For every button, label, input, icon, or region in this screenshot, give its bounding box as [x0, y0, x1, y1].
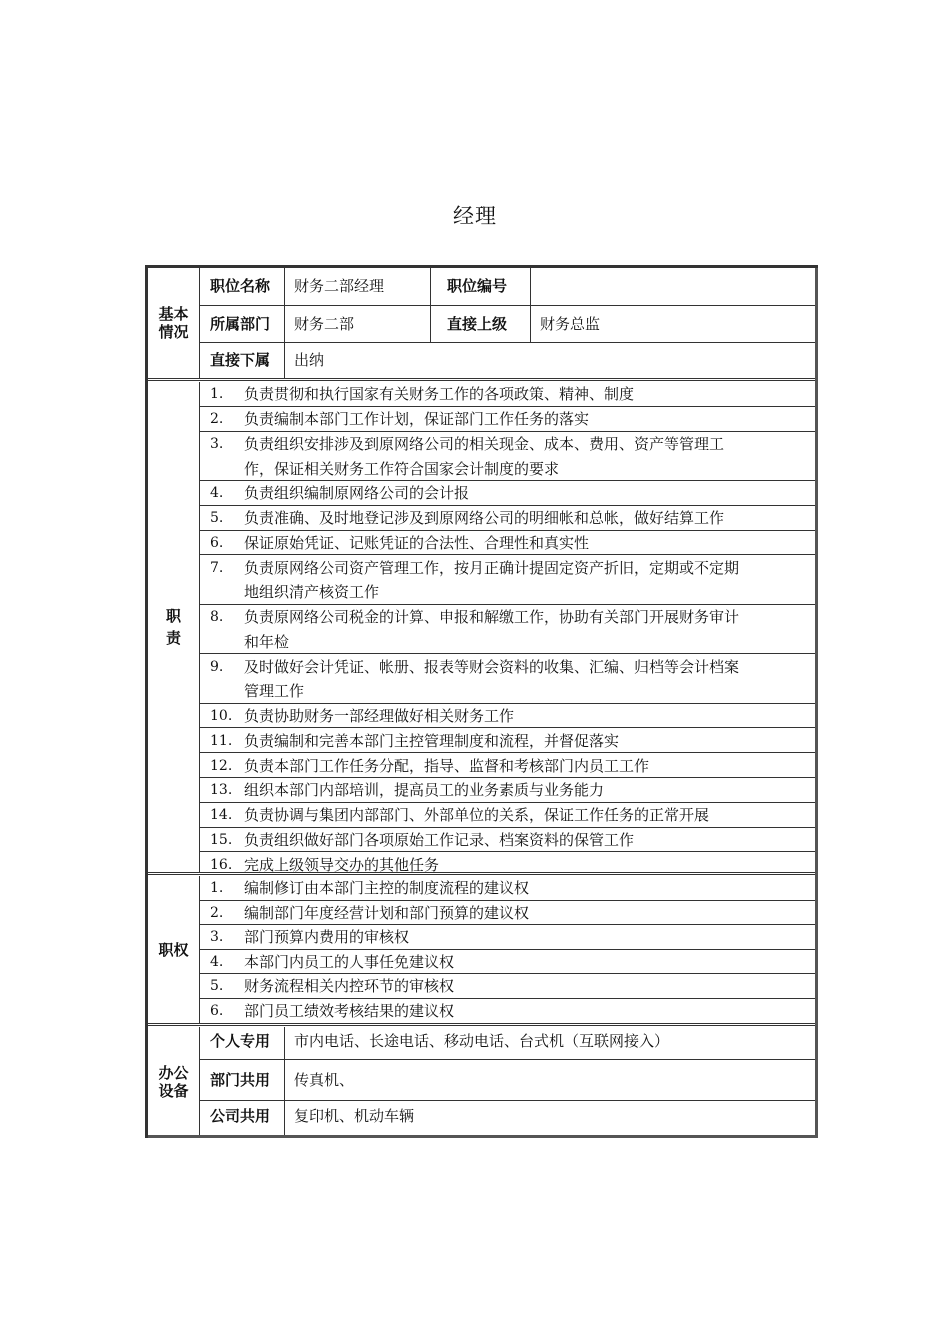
- duty-item-number: 2.: [210, 411, 224, 428]
- divider: [284, 268, 285, 305]
- duty-item-text: 负责贯彻和执行国家有关财务工作的各项政策、精神、制度: [244, 385, 635, 404]
- authority-item-number: 5.: [210, 978, 224, 995]
- basic-info-label-text: 基本 情况: [158, 305, 189, 341]
- duty-item-number: 14.: [210, 807, 233, 824]
- duty-item-text: 作，保证相关财务工作符合国家会计制度的要求: [244, 459, 560, 478]
- authority-item: [200, 876, 816, 901]
- duty-item: [200, 432, 816, 481]
- duty-item-text: 负责原网络公司税金的计算、申报和解缴工作，协助有关部门开展财务审计: [244, 608, 740, 627]
- authority-item-number: 4.: [210, 953, 224, 970]
- duty-item: [200, 778, 816, 803]
- section-divider: [148, 872, 816, 875]
- equipment-label: [148, 1027, 200, 1136]
- basic-row-2: [200, 306, 816, 343]
- duty-item-text: 负责编制本部门工作计划，保证部门工作任务的落实: [244, 410, 590, 429]
- duty-item: [200, 531, 816, 556]
- duty-item-number: 9.: [210, 658, 224, 675]
- divider: [430, 306, 431, 342]
- divider: [284, 1101, 285, 1136]
- duty-item: [200, 728, 816, 753]
- authority-item-text: 编制修订由本部门主控的制度流程的建议权: [244, 879, 530, 898]
- duty-item-number: 3.: [210, 435, 224, 452]
- section-divider: [148, 378, 816, 381]
- equipment-row-personal: [200, 1027, 816, 1060]
- authority-section: [148, 876, 816, 1023]
- duty-item: [200, 506, 816, 531]
- divider: [430, 268, 431, 305]
- duty-item-number: 8.: [210, 609, 224, 626]
- duty-item: [200, 382, 816, 407]
- duty-item: [200, 407, 816, 432]
- authority-item: [200, 925, 816, 950]
- equipment-department-value: 传真机、: [294, 1071, 355, 1089]
- duty-item: [200, 605, 816, 654]
- authority-item-number: 3.: [210, 929, 224, 946]
- superior-label: 直接上级: [447, 315, 508, 333]
- duties-label-text: 职 责: [165, 607, 181, 647]
- duty-item-text: 及时做好会计凭证、帐册、报表等财会资料的收集、汇编、归档等会计档案: [244, 657, 740, 676]
- duty-item-number: 11.: [210, 732, 233, 749]
- table-shadow-bottom: [148, 1135, 818, 1138]
- authority-item-text: 本部门内员工的人事任免建议权: [244, 952, 455, 971]
- duty-item-text: 负责组织安排涉及到原网络公司的相关现金、成本、费用、资产等管理工: [244, 434, 725, 453]
- basic-info-label: [148, 268, 200, 378]
- duty-item-number: 10.: [210, 707, 233, 724]
- page-title: 经理: [453, 204, 497, 228]
- authority-item-text: 部门预算内费用的审核权: [244, 928, 410, 947]
- authority-item-text: 财务流程相关内控环节的审核权: [244, 977, 455, 996]
- authority-item: [200, 901, 816, 926]
- duty-item-text: 组织本部门内部培训，提高员工的业务素质与业务能力: [244, 781, 605, 800]
- job-description-table: [145, 265, 818, 1138]
- subordinate-value: 出纳: [294, 351, 325, 369]
- duty-item-text: 负责协调与集团内部部门、外部单位的关系，保证工作任务的正常开展: [244, 806, 710, 825]
- position-code-label: 职位编号: [447, 277, 508, 295]
- duty-item-number: 4.: [210, 485, 224, 502]
- authority-item-number: 6.: [210, 1002, 224, 1019]
- duty-item-text: 管理工作: [244, 682, 305, 701]
- divider: [284, 306, 285, 342]
- duty-item-number: 12.: [210, 757, 233, 774]
- duties-section: [148, 382, 816, 872]
- equipment-company-value: 复印机、机动车辆: [294, 1107, 415, 1125]
- duties-label: [148, 382, 200, 872]
- subordinate-label: 直接下属: [210, 351, 271, 369]
- basic-row-1: [200, 268, 816, 306]
- duty-item-text: 负责组织做好部门各项原始工作记录、档案资料的保管工作: [244, 830, 635, 849]
- duty-item: [200, 803, 816, 828]
- table-shadow-right: [815, 268, 818, 1138]
- duty-item: [200, 704, 816, 729]
- authority-item: [200, 974, 816, 999]
- duty-item-text: 完成上级领导交办的其他任务: [244, 855, 440, 874]
- duty-item-number: 1.: [210, 386, 224, 403]
- duty-item-number: 13.: [210, 782, 233, 799]
- duty-item: [200, 828, 816, 853]
- equipment-personal-label: 个人专用: [210, 1032, 271, 1050]
- duty-item: [200, 555, 816, 604]
- authority-item-number: 2.: [210, 904, 224, 921]
- duty-item-number: 6.: [210, 534, 224, 551]
- duty-item-text: 负责编制和完善本部门主控管理制度和流程，并督促落实: [244, 731, 620, 750]
- duty-item-text: 保证原始凭证、记账凭证的合法性、合理性和真实性: [244, 533, 590, 552]
- authority-item-text: 部门员工绩效考核结果的建议权: [244, 1001, 455, 1020]
- duty-item-text: 和年检: [244, 632, 290, 651]
- basic-row-3: [200, 343, 816, 378]
- equipment-company-label: 公司共用: [210, 1107, 271, 1125]
- department-label: 所属部门: [210, 315, 271, 333]
- duty-item-text: 负责原网络公司资产管理工作，按月正确计提固定资产折旧，定期或不定期: [244, 558, 740, 577]
- divider: [530, 306, 531, 342]
- duty-item-number: 16.: [210, 856, 233, 873]
- duty-item-text: 地组织清产核资工作: [244, 583, 380, 602]
- authority-item-number: 1.: [210, 880, 224, 897]
- duty-item-text: 负责组织编制原网络公司的会计报: [244, 484, 470, 503]
- authority-label: [148, 876, 200, 1023]
- basic-info-section: [148, 268, 816, 378]
- equipment-personal-value: 市内电话、长途电话、移动电话、台式机（互联网接入）: [294, 1032, 670, 1050]
- position-name-value: 财务二部经理: [294, 277, 385, 295]
- position-name-label: 职位名称: [210, 277, 271, 295]
- duty-item-number: 7.: [210, 559, 224, 576]
- equipment-department-label: 部门共用: [210, 1071, 271, 1089]
- authority-item: [200, 950, 816, 975]
- duty-item-number: 15.: [210, 831, 233, 848]
- duty-item-text: 负责准确、及时地登记涉及到原网络公司的明细帐和总帐，做好结算工作: [244, 509, 725, 528]
- section-divider: [148, 1023, 816, 1026]
- duty-item: [200, 654, 816, 703]
- divider: [284, 1027, 285, 1059]
- authority-item: [200, 999, 816, 1024]
- duty-item: [200, 753, 816, 778]
- superior-value: 财务总监: [540, 315, 601, 333]
- divider: [284, 343, 285, 378]
- department-value: 财务二部: [294, 315, 355, 333]
- authority-label-text: 职权: [158, 940, 189, 959]
- duty-item-text: 负责协助财务一部经理做好相关财务工作: [244, 706, 515, 725]
- divider: [530, 268, 531, 305]
- authority-item-text: 编制部门年度经营计划和部门预算的建议权: [244, 903, 530, 922]
- equipment-section: [148, 1027, 816, 1136]
- equipment-row-company: [200, 1101, 816, 1136]
- equipment-label-text: 办公 设备: [158, 1063, 189, 1100]
- divider: [284, 1060, 285, 1100]
- duty-item-text: 负责本部门工作任务分配，指导、监督和考核部门内员工工作: [244, 756, 650, 775]
- duty-item: [200, 481, 816, 506]
- duty-item-number: 5.: [210, 510, 224, 527]
- equipment-row-department: [200, 1060, 816, 1101]
